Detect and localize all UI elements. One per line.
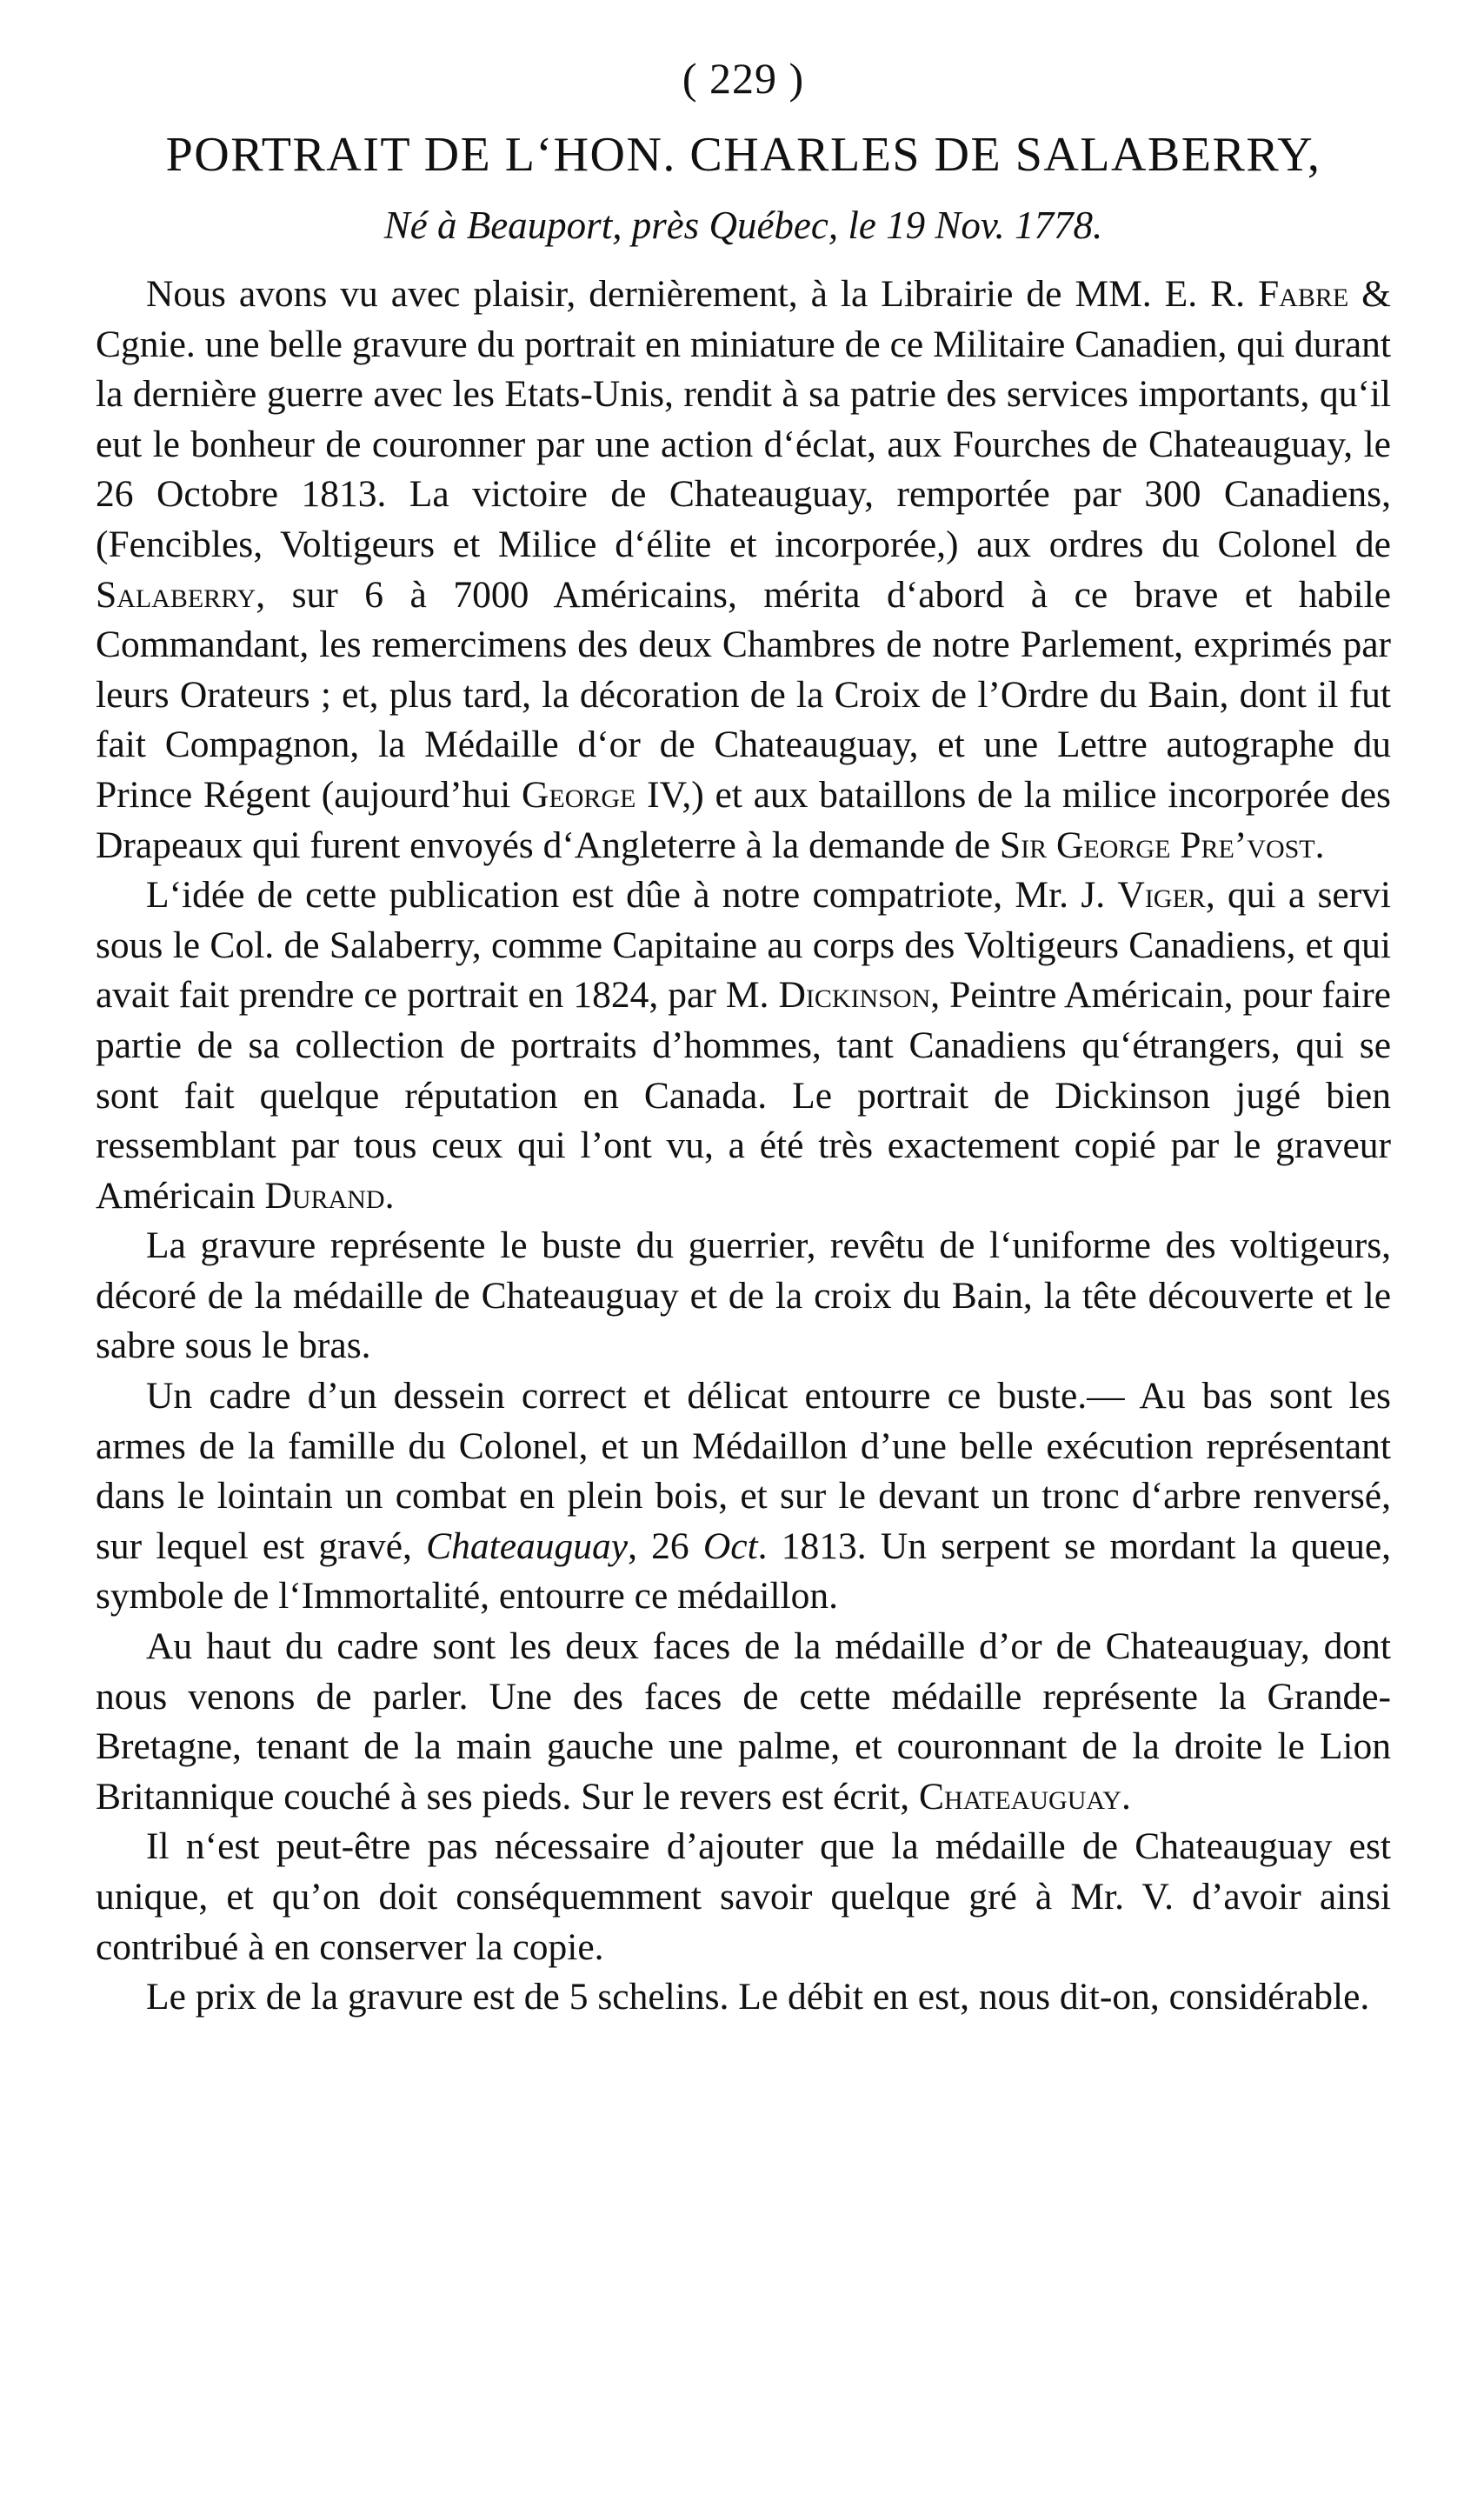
paragraph bbox=[96, 1221, 1391, 1371]
text-run: IV,) et aux bataillons de la milice incorporée des Drapeaux qui furent envoyés d‘Angleterre à la demande de bbox=[96, 773, 1391, 866]
small-caps-name: Durand bbox=[264, 1174, 385, 1217]
article-subtitle: Né à Beauport, près Québec, le 19 Nov. 1778. bbox=[383, 203, 1103, 247]
paragraph bbox=[96, 871, 1391, 1221]
article-title: PORTRAIT DE L‘HON. CHARLES DE SALABERRY, bbox=[165, 128, 1321, 182]
text-run: Un cadre d’un dessein correct et délicat entourre ce buste.— Au bas sont les armes de la famille du Colonel, et un Médaillon d’une belle exécution représentant dans le lointain un combat en plein bois, et sur le devant un tronc d‘arbre renversé, sur lequel est gravé, bbox=[96, 1375, 1391, 1567]
text-run: Nous avons vu avec plaisir, dernièrement, à la Librairie de MM. E. R. bbox=[146, 273, 1258, 315]
text-run: L‘idée de cette publication est dûe à notre compatriote, Mr. J. bbox=[146, 874, 1118, 917]
paragraph bbox=[96, 270, 1391, 871]
small-caps-name: Chateauguay bbox=[919, 1775, 1121, 1818]
text-run: La gravure représente le buste du guerrier, revêtu de l‘uniforme des voltigeurs, décoré de la médaille de Chateauguay et de la croix du Bain, la tête découverte et le sabre sous le bras. bbox=[96, 1224, 1391, 1367]
paragraph bbox=[96, 1371, 1391, 1622]
text-run: Il n‘est peut-être pas nécessaire d’ajouter que la médaille de Chateauguay est unique, et qu’on doit conséquemment savoir quelque gré à Mr. V. d’avoir ainsi contribué à en conserver la copie. bbox=[96, 1825, 1391, 1968]
text-run: . bbox=[384, 1174, 395, 1217]
text-run: . bbox=[1314, 824, 1325, 866]
italic-text: Oct bbox=[702, 1524, 758, 1567]
text-run: , sur 6 à 7000 Américains, mérita d‘abord à ce brave et habile Commandant, les remercimens des deux Chambres de notre Parlement, exprimés par leurs Orateurs ; et, plus tard, la décoration de la Croix de l’Ordre du Bain, dont il fut fait Compagnon, la Médaille d‘or de Chateauguay, et une Lettre autographe du Prince Régent (aujourd’hui bbox=[96, 573, 1391, 816]
small-caps-name: Sir George Pre’vost bbox=[999, 824, 1315, 866]
text-run: & Cgnie. une belle gravure du portrait en miniature de ce Militaire Canadien, qui durant la dernière guerre avec les Etats-Unis, rendit à sa patrie des services importants, qu‘il eut le bonheur de couronner par une action d‘éclat, aux Fourches de Chateauguay, le 26 Octobre 1813. La victoire de Chateauguay, remportée par 300 Canadiens, (Fencibles, Voltigeurs et Milice d‘élite et incorporée,) aux ordres du Colonel de bbox=[96, 273, 1391, 565]
small-caps-name: Viger bbox=[1117, 874, 1206, 917]
small-caps-name: George bbox=[521, 773, 636, 816]
small-caps-name: Dickinson bbox=[778, 974, 931, 1017]
small-caps-name: Salaberry bbox=[96, 573, 256, 616]
paragraph bbox=[96, 1822, 1391, 1972]
small-caps-name: Fabre bbox=[1257, 273, 1349, 315]
text-run: , qui a servi sous le Col. de Salaberry, comme Capitaine au corps des Voltigeurs Canadiens, et qui avait fait prendre ce portrait en 1824, par M. bbox=[96, 874, 1391, 1017]
text-run: , Peintre Américain, pour faire partie de sa collection de portraits d’hommes, tant Canadiens qu‘étrangers, qui se sont fait quelque réputation en Canada. Le portrait de Dickinson jugé bien ressemblant par tous ceux qui l’ont vu, a été très exactement copié par le graveur Américain bbox=[96, 974, 1391, 1217]
page-number: ( 229 ) bbox=[682, 54, 805, 103]
paragraph bbox=[96, 1622, 1391, 1822]
text-run: . bbox=[1121, 1775, 1131, 1818]
italic-text: Chateauguay bbox=[426, 1524, 629, 1567]
text-run: Au haut du cadre sont les deux faces de la médaille d’or de Chateauguay, dont nous venons de parler. Une des faces de cette médaille représente la Grande-Bretagne, tenant de la main gauche une palme, et couronnant de la droite le Lion Britannique couché à ses pieds. Sur le revers est écrit, bbox=[96, 1625, 1391, 1818]
text-run: , 26 bbox=[628, 1524, 703, 1567]
article-body bbox=[96, 270, 1391, 2023]
text-run: . 1813. Un serpent se mordant la queue, symbole de l‘Immortalité, entourre ce médaillon. bbox=[96, 1524, 1391, 1618]
paragraph bbox=[96, 1972, 1391, 2023]
text-run: Le prix de la gravure est de 5 schelins. Le débit en est, nous dit-on, considérable. bbox=[146, 1976, 1370, 2018]
document-page bbox=[96, 50, 1391, 2023]
